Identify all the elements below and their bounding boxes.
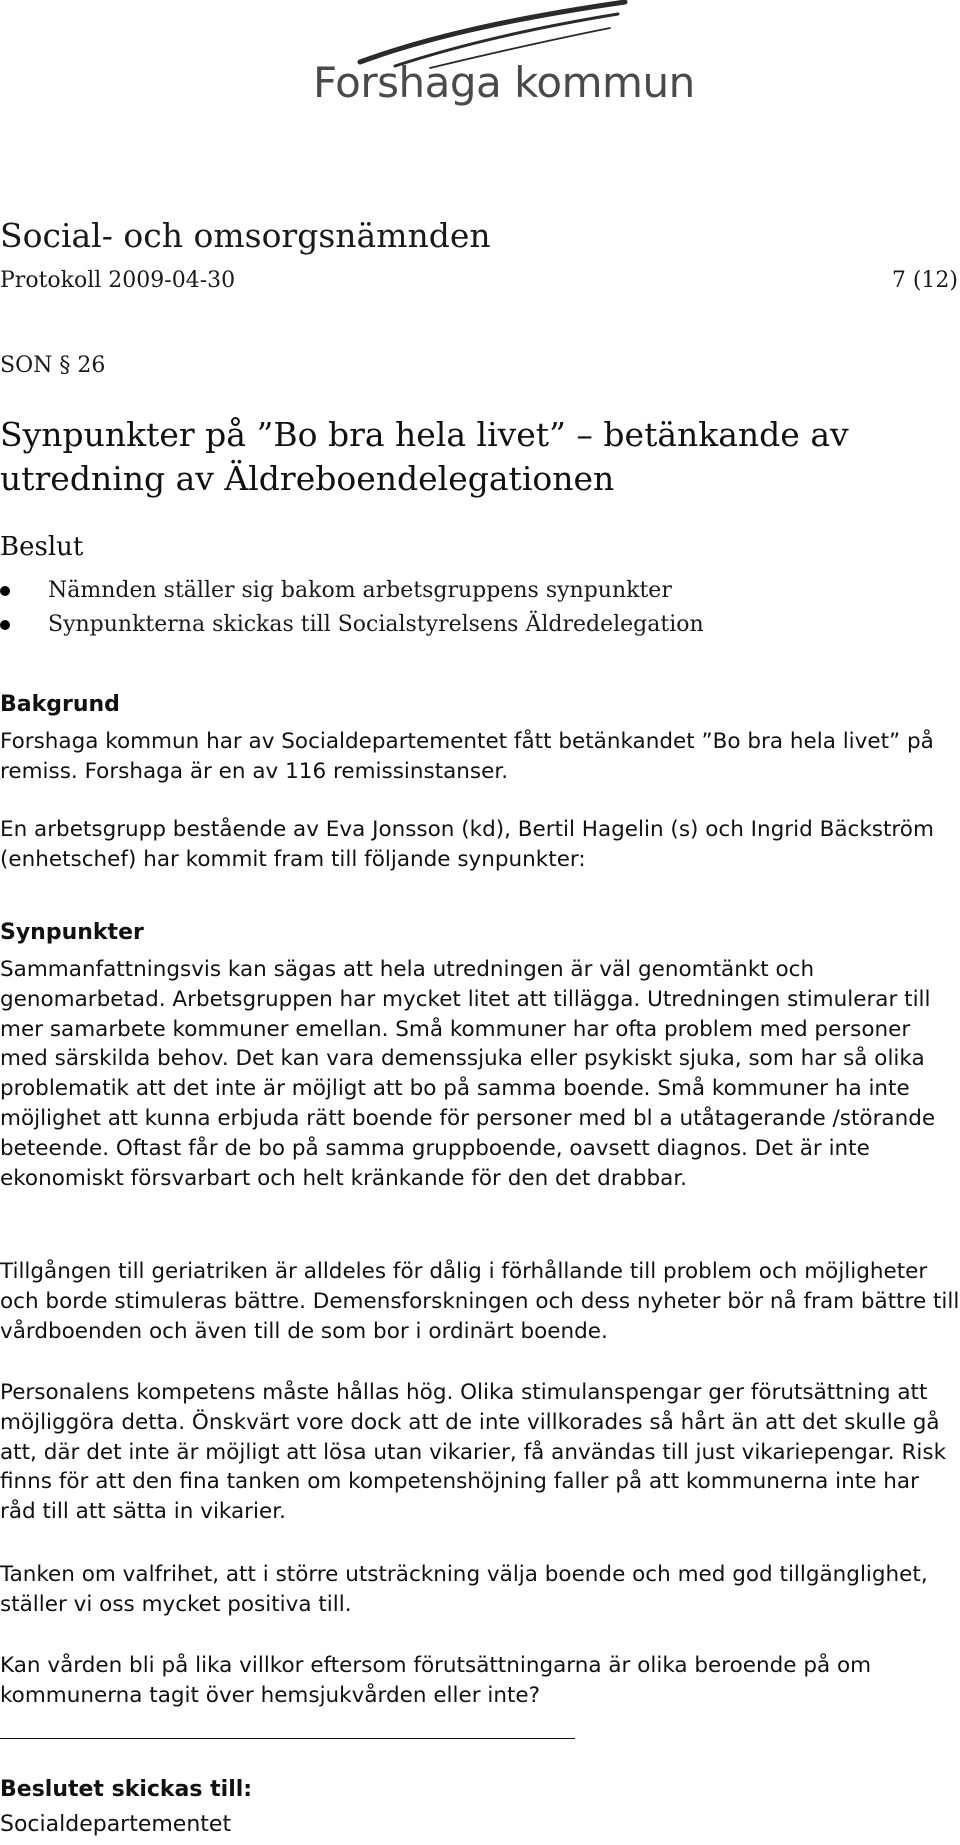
viewpoints-paragraph: Tanken om valfrihet, att i större utsträckning välja boende och med god tillgänglighet, ställer vi oss mycket positiva till. [0, 1562, 928, 1617]
protocol-date: Protokoll 2009-04-30 [0, 268, 236, 293]
background-paragraph: En arbetsgrupp bestående av Eva Jonsson (kd), Bertil Hagelin (s) och Ingrid Bäckström (enhetschef) har kommit fram till följande synpunkter: [0, 817, 934, 872]
decision-item-text: Nämnden ställer sig bakom arbetsgruppens synpunkter [48, 578, 672, 603]
committee-name: Social- och omsorgsnämnden [0, 216, 491, 255]
background-paragraph: Forshaga kommun har av Socialdepartementet fått betänkandet ”Bo bra hela livet” på remiss. Forshaga är en av 116 remissinstanser. [0, 729, 934, 784]
viewpoints-paragraph: Personalens kompetens måste hållas hög. Olika stimulanspengar ger förutsättning att möjliggöra detta. Önskvärt vore dock att de inte villkorades så hårt än att det skulle gå att, där det inte är möjligt att lösa utan vikarier, få användas till just vikariepengar. Risk finns för att den fina tanken om kompetenshöjning faller på att kommunerna inte har råd till att sätta in vikarier. [0, 1380, 947, 1525]
distribution-label [0, 1777, 252, 1802]
decision-list [0, 574, 704, 642]
bullet-icon [0, 586, 10, 596]
distribution-recipient: Socialdepartementet [0, 1812, 232, 1837]
decision-heading: Beslut [0, 532, 84, 562]
paragraph-number: SON § 26 [0, 353, 106, 378]
background-heading: Bakgrund [0, 692, 120, 717]
signature-divider [0, 1738, 575, 1739]
distribution-label-text: Beslutet skickas till: [0, 1777, 253, 1802]
document-title: Synpunkter på ”Bo bra hela livet” – betänkande av utredning av Äldreboendelegationen [0, 415, 849, 498]
viewpoints-paragraph: Sammanfattningsvis kan sägas att hela utredningen är väl genomtänkt och genomarbetad. Arbetsgruppen har mycket litet att tillägga. Utredningen stimulerar till mer samarbete kommuner emellan. Små kommuner har ofta problem med personer med särskilda behov. Det kan vara demenssjuka eller psykiskt sjuka, som har så olika problematik att det inte är möjligt att bo på samma boende. Små kommuner ha inte möjlighet att kunna erbjuda rätt boende för personer med bl a utåtagerande /störande beteende. Oftast får de bo på samma gruppboende, oavsett diagnos. Det är inte ekonomiskt försvarbart och helt kränkande för den det drabbar. [0, 957, 936, 1191]
viewpoints-paragraph: Tillgången till geriatriken är alldeles för dålig i förhållande till problem och möjligheter och borde stimuleras bättre. Demensforskningen och dess nyheter bör nå fram bättre till vårdboenden och även till de som bor i ordinärt boende. [0, 1259, 960, 1344]
list-item [0, 574, 704, 608]
bullet-icon [0, 620, 10, 630]
municipality-logo [300, 0, 695, 122]
decision-item-text: Synpunkterna skickas till Socialstyrelsens Äldredelegation [48, 612, 704, 637]
viewpoints-paragraph: Kan vården bli på lika villkor eftersom förutsättningarna är olika beroende på om kommunerna tagit över hemsjukvården eller inte? [0, 1653, 872, 1708]
logo-text: Forshaga kommun [313, 58, 695, 107]
page-number: 7 (12) [891, 268, 958, 293]
protocol-line [0, 268, 958, 293]
viewpoints-heading: Synpunkter [0, 920, 144, 945]
list-item [0, 608, 704, 642]
